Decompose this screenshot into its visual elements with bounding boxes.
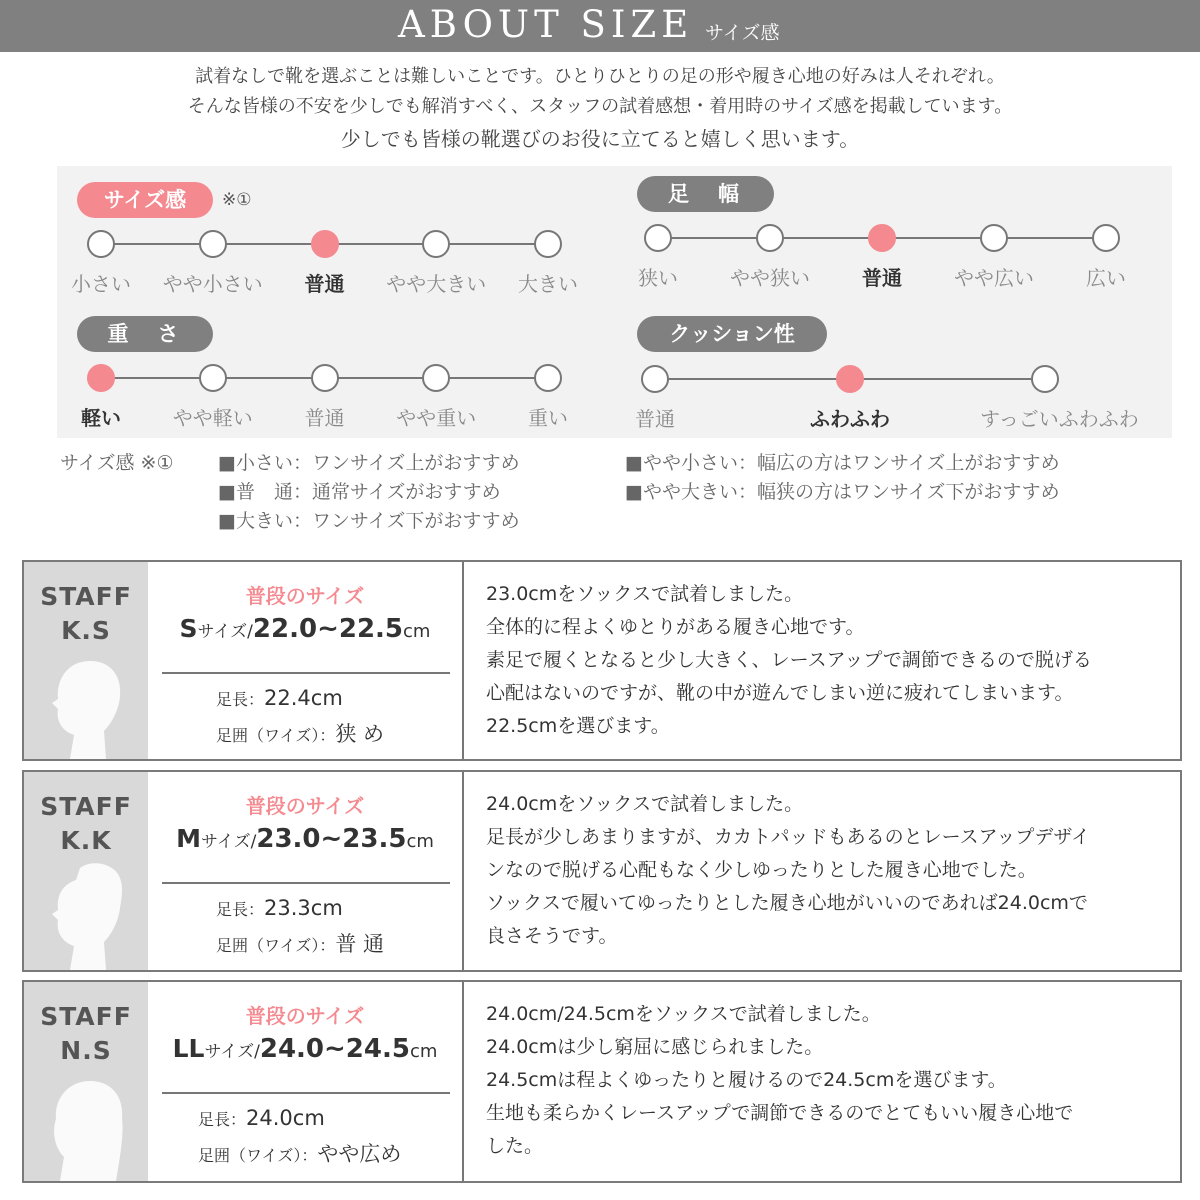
usual-size-value — [148, 1034, 462, 1064]
divider — [162, 1092, 450, 1094]
legend-item: ■やや大きい：幅狭の方はワンサイズ下がおすすめ — [625, 481, 1060, 503]
size-word: サイズ/ — [200, 832, 257, 852]
size-letter: LL — [172, 1034, 205, 1063]
foot-width-value: 狭 め — [335, 722, 385, 746]
staff-card — [22, 770, 1182, 972]
staff-comment — [486, 578, 1176, 743]
width-title: 足 幅 — [637, 176, 774, 212]
staff-name: STAFF K.K — [40, 792, 132, 855]
scale-dot — [641, 365, 669, 393]
foot-width-value: やや広め — [317, 1142, 402, 1166]
size-area — [148, 772, 462, 970]
usual-size-label: 普段のサイズ — [245, 1004, 365, 1028]
foot-width-label: 足囲（ワイズ）： — [198, 1146, 318, 1165]
scale-label: やや狭い — [730, 266, 810, 290]
scale-dot-selected — [836, 365, 864, 393]
scale-label: やや重い — [396, 406, 477, 430]
comment-line: ソックスで履いてゆったりとした履き心地がいいのであれば24.0cmで — [486, 892, 1088, 914]
header-bar — [0, 0, 1200, 52]
size-word: サイズ/ — [197, 622, 253, 642]
foot-length-value: 23.3cm — [264, 896, 343, 920]
foot-width — [198, 1138, 401, 1168]
scale-label: 普通 — [635, 407, 675, 431]
legend-right — [625, 449, 1060, 507]
foot-width — [216, 718, 384, 748]
scale-dot — [644, 224, 672, 252]
comment-line: 心配はないのですが、靴の中が遊んでしまい逆に疲れてしまいます。 — [486, 682, 1074, 704]
scale-label: やや大きい — [386, 272, 487, 296]
scale-label: ふわふわ — [810, 407, 890, 431]
scale-label: 軽い — [81, 406, 121, 430]
scale-dot — [980, 224, 1008, 252]
legend-item: ■やや小さい：幅広の方はワンサイズ上がおすすめ — [625, 452, 1060, 474]
scale-dot — [199, 364, 227, 392]
comment-line: 24.5cmは程よくゆったりと履けるので24.5cmを選びます。 — [486, 1069, 1007, 1091]
scale-label: 普通 — [304, 406, 345, 430]
cushion-title: クッション性 — [637, 316, 827, 352]
usual-size-value — [148, 824, 462, 854]
usual-size-label: 普段のサイズ — [245, 794, 365, 818]
foot-width-label: 足囲（ワイズ）： — [216, 726, 336, 745]
hat-silhouette-icon — [40, 850, 132, 970]
foot-width — [216, 928, 384, 958]
short-hair-silhouette-icon — [40, 639, 132, 759]
staff-comment — [486, 788, 1176, 953]
staff-name: STAFF N.S — [40, 1002, 132, 1065]
usual-size-label: 普段のサイズ — [245, 584, 365, 608]
comment-line: 生地も柔らかくレースアップで調節できるのでとてもいい履き心地で — [486, 1102, 1074, 1124]
staff-side-panel — [24, 562, 148, 759]
vertical-divider — [462, 982, 464, 1181]
page-title: ABOUT SIZE — [398, 3, 694, 46]
comment-line: 24.0cmは少し窮屈に感じられました。 — [486, 1036, 824, 1058]
scale-dot — [534, 230, 562, 258]
intro-line: そんな皆様の不安を少しでも解消すべく、スタッフの試着感想・着用時のサイズ感を掲載しています。 — [187, 96, 1013, 117]
scale-label: 広い — [1086, 266, 1126, 290]
scale-dot — [1092, 224, 1120, 252]
comment-line: ンなので脱げる心配もなく少しゆったりとした履き心地でした。 — [486, 859, 1037, 881]
vertical-divider — [462, 562, 464, 759]
scale-label: やや小さい — [162, 272, 263, 296]
foot-length — [216, 896, 343, 920]
staff-card — [22, 980, 1182, 1183]
intro-line: 試着なしで靴を選ぶことは難しいことです。ひとりひとりの足の形や履き心地の好みは人それぞれ。 — [195, 66, 1005, 87]
foot-length — [198, 1106, 325, 1130]
divider — [162, 672, 450, 674]
staff-side-panel — [24, 772, 148, 970]
size-unit: cm — [409, 1041, 438, 1062]
legend-left — [218, 449, 520, 536]
scale-dot-selected — [87, 364, 115, 392]
comment-line: した。 — [486, 1135, 544, 1157]
comment-line: 素足で履くとなると少し大きく、レースアップで調節できるので脱げる — [486, 649, 1092, 671]
size-range: 23.0~23.5 — [256, 824, 407, 854]
foot-length-value: 22.4cm — [264, 686, 343, 710]
scale-dot — [311, 364, 339, 392]
scale-label: 普通 — [862, 266, 902, 290]
scale-dot-selected — [311, 230, 339, 258]
legend-item: ■普 通：通常サイズがおすすめ — [218, 481, 501, 503]
scale-dot — [534, 364, 562, 392]
size-range: 22.0~22.5 — [252, 614, 404, 644]
long-hair-silhouette-icon — [40, 1061, 132, 1181]
foot-length-label: 足長： — [198, 1110, 247, 1129]
scale-dot — [199, 230, 227, 258]
intro-text — [0, 62, 1200, 156]
scale-dot — [756, 224, 784, 252]
staff-name: STAFF K.S — [40, 582, 132, 645]
scale-label: 普通 — [304, 272, 345, 296]
scale-label: やや軽い — [172, 406, 253, 430]
size-area — [148, 562, 462, 759]
legend-item: ■大きい：ワンサイズ下がおすすめ — [218, 510, 520, 532]
legend-title: サイズ感 ※① — [60, 452, 174, 474]
size-word: サイズ/ — [204, 1042, 260, 1062]
intro-line: 少しでも皆様の靴選びのお役に立てると嬉しく思います。 — [340, 127, 860, 151]
comment-line: 24.0cmをソックスで試着しました。 — [486, 793, 804, 815]
size-range: 24.0~24.5 — [259, 1034, 410, 1064]
size-unit: cm — [403, 621, 431, 642]
note-mark: ※① — [222, 190, 252, 210]
scale-dot — [1031, 365, 1059, 393]
scale-label: やや広い — [954, 266, 1034, 290]
foot-length-value: 24.0cm — [246, 1106, 325, 1130]
foot-length — [216, 686, 343, 710]
scale-label: 重い — [528, 406, 568, 430]
size-letter: M — [176, 824, 201, 853]
divider — [162, 882, 450, 884]
usual-size-value — [148, 614, 462, 644]
vertical-divider — [462, 772, 464, 970]
comment-line: 23.0cmをソックスで試着しました。 — [486, 583, 804, 605]
staff-comment — [486, 998, 1176, 1163]
legend-item: ■小さい：ワンサイズ上がおすすめ — [218, 452, 520, 474]
comment-line: 22.5cmを選びます。 — [486, 715, 670, 737]
foot-length-label: 足長： — [216, 900, 265, 919]
page-subtitle: サイズ感 — [705, 22, 780, 44]
scale-label: 小さい — [71, 272, 131, 296]
scale-dot-selected — [868, 224, 896, 252]
size-feel-title: サイズ感 — [77, 182, 213, 218]
staff-side-panel — [24, 982, 148, 1181]
scale-label: 大きい — [518, 272, 578, 296]
size-unit: cm — [406, 831, 434, 852]
comment-line: 全体的に程よくゆとりがある履き心地です。 — [486, 616, 865, 638]
weight-title: 重 さ — [77, 316, 213, 352]
comment-line: 良さそうです。 — [486, 925, 618, 947]
comment-line: 足長が少しあまりますが、カカトパッドもあるのとレースアップデザイ — [486, 826, 1091, 848]
scale-dot — [87, 230, 115, 258]
scale-label: すっごいふわふわ — [980, 407, 1139, 431]
comment-line: 24.0cm/24.5cmをソックスで試着しました。 — [486, 1003, 881, 1025]
staff-card — [22, 560, 1182, 761]
foot-width-label: 足囲（ワイズ）： — [216, 936, 336, 955]
size-area — [148, 982, 462, 1181]
scale-label: 狭い — [638, 266, 678, 290]
foot-width-value: 普 通 — [335, 932, 385, 956]
size-letter: S — [179, 614, 198, 643]
foot-length-label: 足長： — [216, 690, 265, 709]
